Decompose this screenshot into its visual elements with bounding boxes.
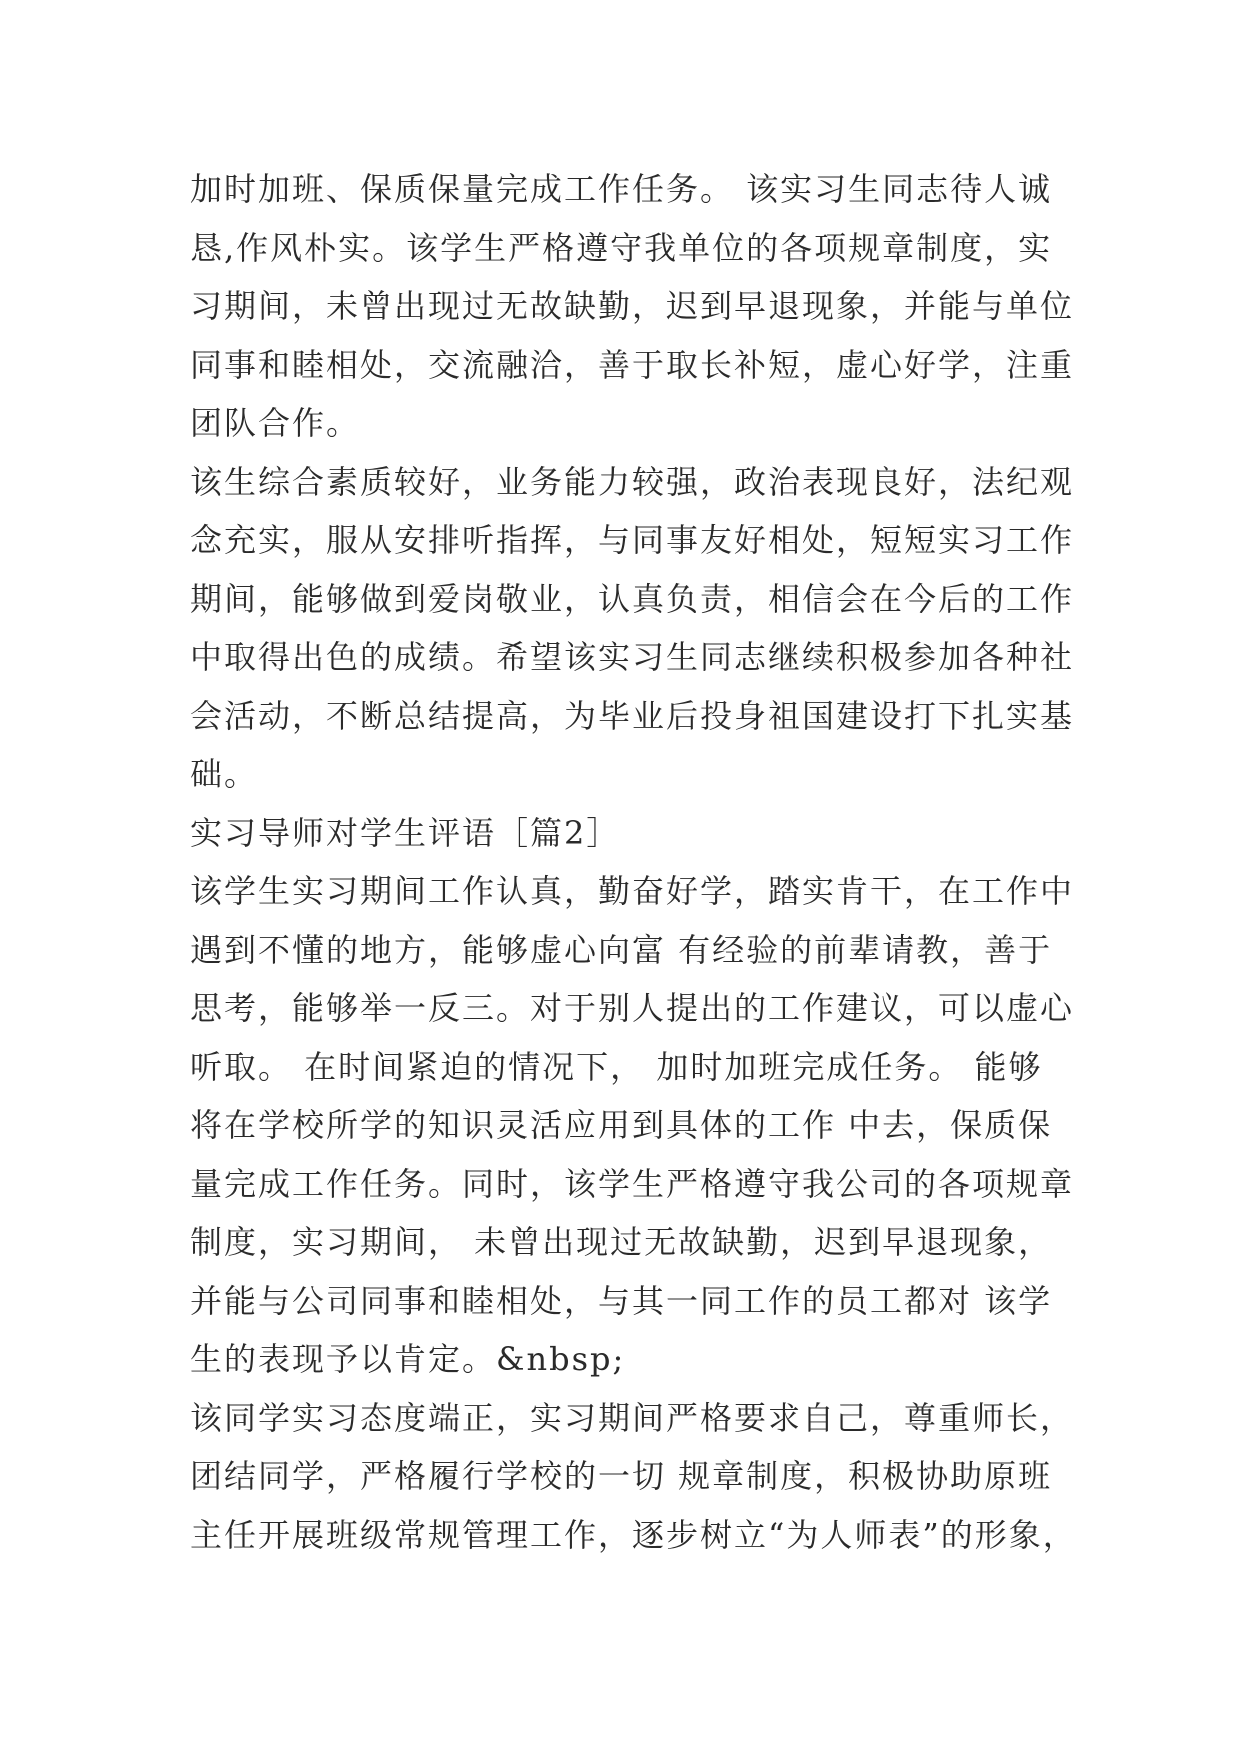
text-line: 遇到不懂的地方，能够虚心向富 有经验的前辈请教，善于 xyxy=(190,930,1053,969)
text-line: 础。 xyxy=(190,755,259,793)
text-line: 量完成工作任务。同时，该学生严格遵守我公司的各项规章 xyxy=(190,1164,1075,1203)
text-line: 该生综合素质较好，业务能力较强，政治表现良好，法纪观 xyxy=(190,462,1075,501)
text-line: 期间，能够做到爱岗敬业，认真负责，相信会在今后的工作 xyxy=(190,579,1075,618)
text-line: 团结同学，严格履行学校的一切 规章制度，积极协助原班 xyxy=(190,1457,1053,1495)
text-line: 会活动，不断总结提高，为毕业后投身祖国建设打下扎实基 xyxy=(190,696,1075,735)
section-heading: 实习导师对学生评语［篇2］ xyxy=(190,813,621,852)
text-line: 并能与公司同事和睦相处，与其一同工作的员工都对 该学 xyxy=(190,1281,1053,1320)
text-line: 主任开展班级常规管理工作，逐步树立“为人师表”的形象， xyxy=(190,1515,1077,1554)
text-line: 生的表现予以肯定。&nbsp; xyxy=(190,1340,626,1378)
text-line: 念充实，服从安排听指挥，与同事友好相处，短短实习工作 xyxy=(190,521,1075,559)
text-line: 思考，能够举一反三。对于别人提出的工作建议，可以虚心 xyxy=(190,989,1075,1027)
document-body-text xyxy=(190,160,1077,1564)
text-line: 将在学校所学的知识灵活应用到具体的工作 中去，保质保 xyxy=(190,1106,1053,1144)
text-line: 中取得出色的成绩。希望该实习生同志继续积极参加各种社 xyxy=(190,638,1075,676)
text-line: 同事和睦相处，交流融洽，善于取长补短，虚心好学，注重 xyxy=(190,345,1075,384)
text-line: 该同学实习态度端正，实习期间严格要求自己，尊重师长， xyxy=(190,1398,1075,1437)
text-line: 该学生实习期间工作认真，勤奋好学，踏实肯干，在工作中 xyxy=(190,872,1075,910)
text-line: 团队合作。 xyxy=(190,404,361,442)
text-line: 制度，实习期间， 未曾出现过无故缺勤，迟到早退现象， xyxy=(190,1223,1053,1261)
text-line: 恳,作风朴实。该学生严格遵守我单位的各项规章制度，实 xyxy=(190,228,1053,267)
text-line: 听取。 在时间紧迫的情况下， 加时加班完成任务。 能够 xyxy=(190,1047,1043,1086)
text-line: 加时加班、保质保量完成工作任务。 该实习生同志待人诚 xyxy=(190,170,1053,208)
text-line: 习期间，未曾出现过无故缺勤，迟到早退现象，并能与单位 xyxy=(190,287,1075,325)
